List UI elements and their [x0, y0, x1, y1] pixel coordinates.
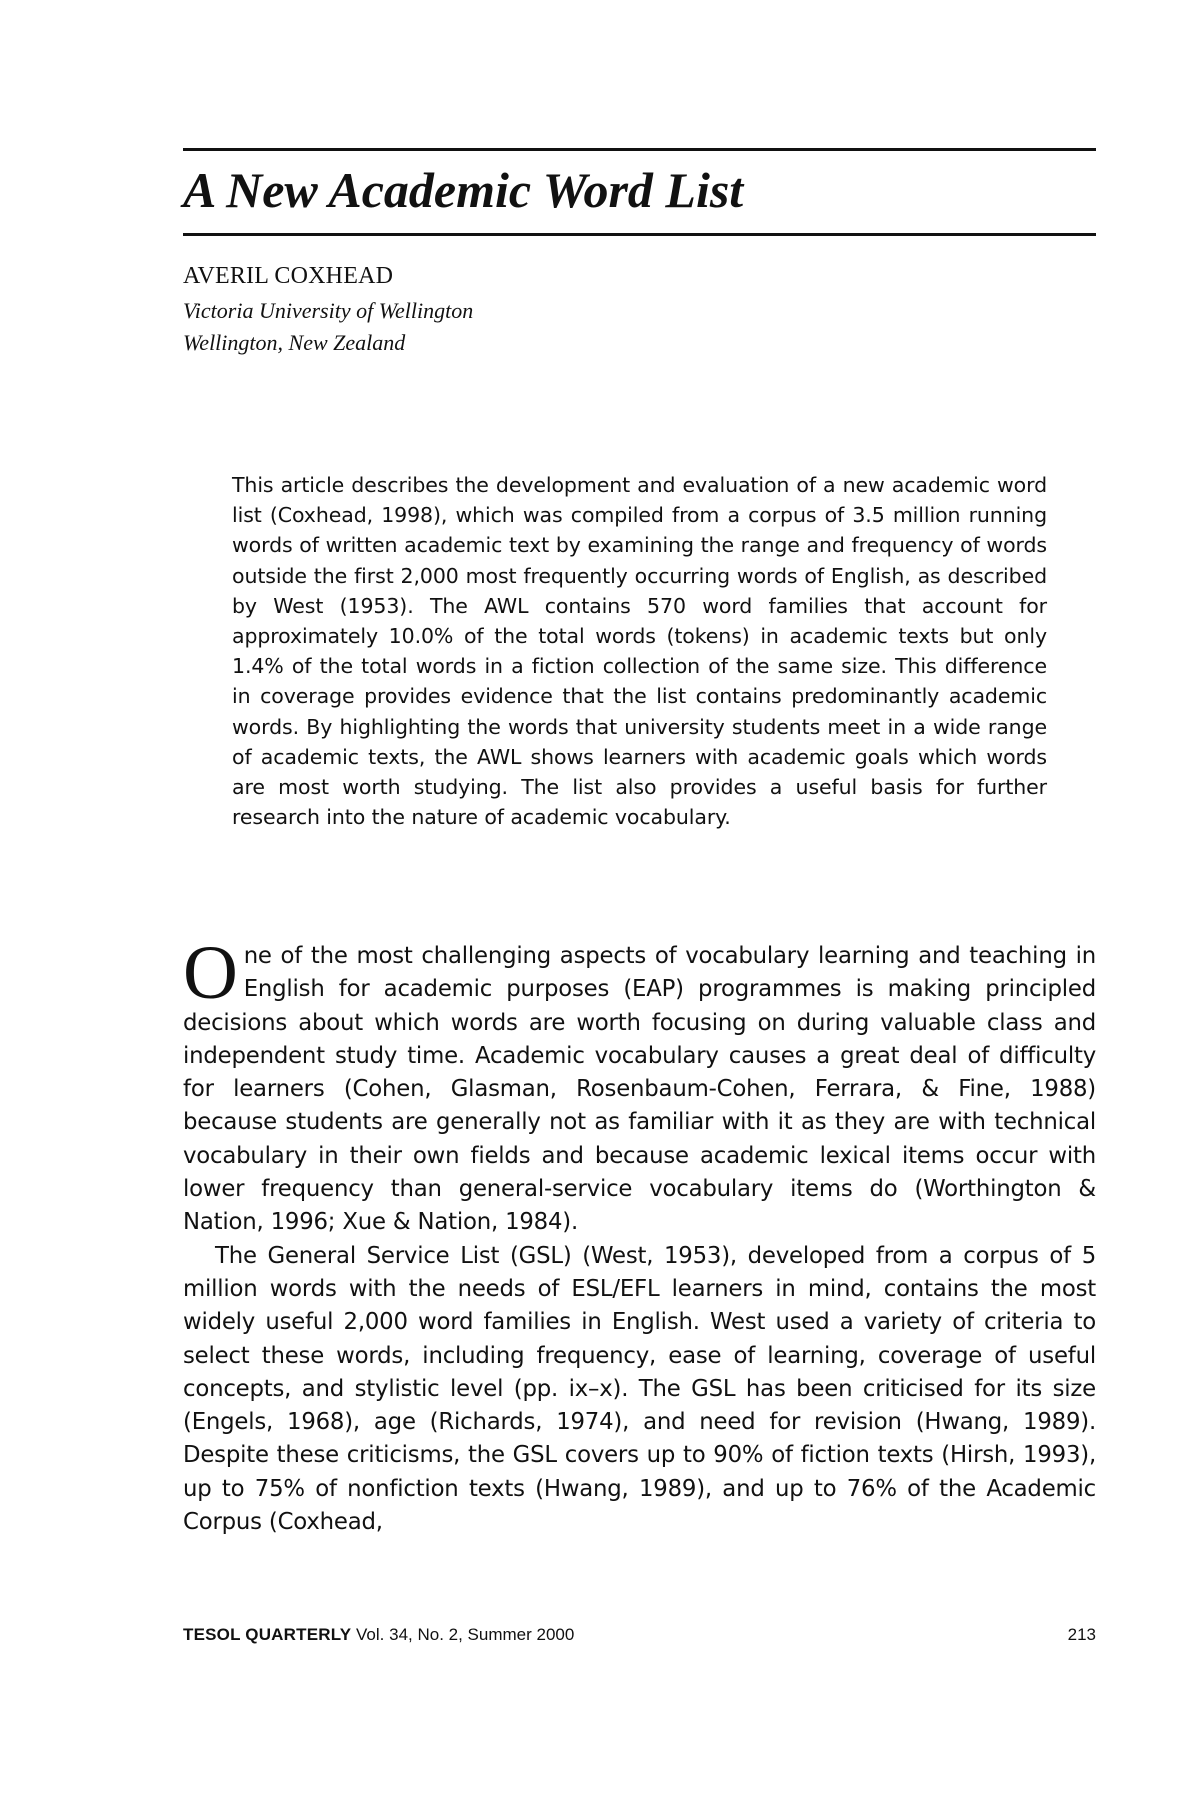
title-top-rule	[183, 148, 1096, 151]
abstract: This article describes the development and evaluation of a new academic word list (Coxhead, 1998), which was compiled from a corpus of 3.5 million running words of written academic text by examining the range and frequency of words outside the first 2,000 most frequently occurring words of English, as described by West (1953). The AWL contains 570 word families that account for approximately 10.0% of the total words (tokens) in academic texts but only 1.4% of the total words in a fiction collection of the same size. This difference in coverage provides evidence that the list contains predominantly academic words. By highlighting the words that university students meet in a wide range of academic texts, the AWL shows learners with academic goals which words are most worth studying. The list also provides a useful basis for further research into the nature of academic vocabulary.	[232, 473, 1047, 830]
author-name: AVERIL COXHEAD	[183, 263, 394, 289]
footer-page-number: 213	[1067, 1625, 1096, 1644]
body-paragraph-2: The General Service List (GSL) (West, 1953), developed from a corpus of 5 million words with the needs of ESL/EFL learners in mind, contains the most widely useful 2,000 word families in English. West used a variety of criteria to select these words, including frequency, ease of learning, coverage of useful concepts, and stylistic level (pp. ix–x). The GSL has been criticised for its size (Engels, 1968), age (Richards, 1974), and need for revision (Hwang, 1989). Despite these criticisms, the GSL covers up to 90% of fiction texts (Hirsh, 1993), up to 75% of nonfiction texts (Hwang, 1989), and up to 76% of the Academic Corpus (Coxhead,	[183, 1242, 1096, 1536]
drop-cap: O	[183, 931, 238, 1015]
footer-journal-name: TESOL QUARTERLY	[183, 1625, 352, 1644]
title-bottom-rule	[183, 233, 1096, 236]
body-paragraph-1-text: ne of the most challenging aspects of vocabulary learning and teaching in English for academic purposes (EAP) programmes is making principled decisions about which words are worth focusing on during valuable class and independent study time. Academic vocabulary causes a great deal of difficulty for learners (Cohen, Glasman, Rosenbaum-Cohen, Ferrara, & Fine, 1988) because students are generally not as familiar with it as they are with technical vocabulary in their own fields and because academic lexical items occur with lower frequency than general-service vocabulary items do (Worthington & Nation, 1996; Xue & Nation, 1984).	[183, 943, 1096, 1236]
article-body	[183, 931, 1096, 1539]
affiliation-university: Victoria University of Wellington	[183, 298, 474, 323]
article-title: A New Academic Word List	[183, 162, 744, 218]
footer-journal-citation	[183, 1624, 574, 1646]
footer-journal-issue: Vol. 34, No. 2, Summer 2000	[351, 1625, 575, 1644]
body-paragraph-1	[183, 931, 1096, 1240]
affiliation-location: Wellington, New Zealand	[183, 330, 406, 355]
